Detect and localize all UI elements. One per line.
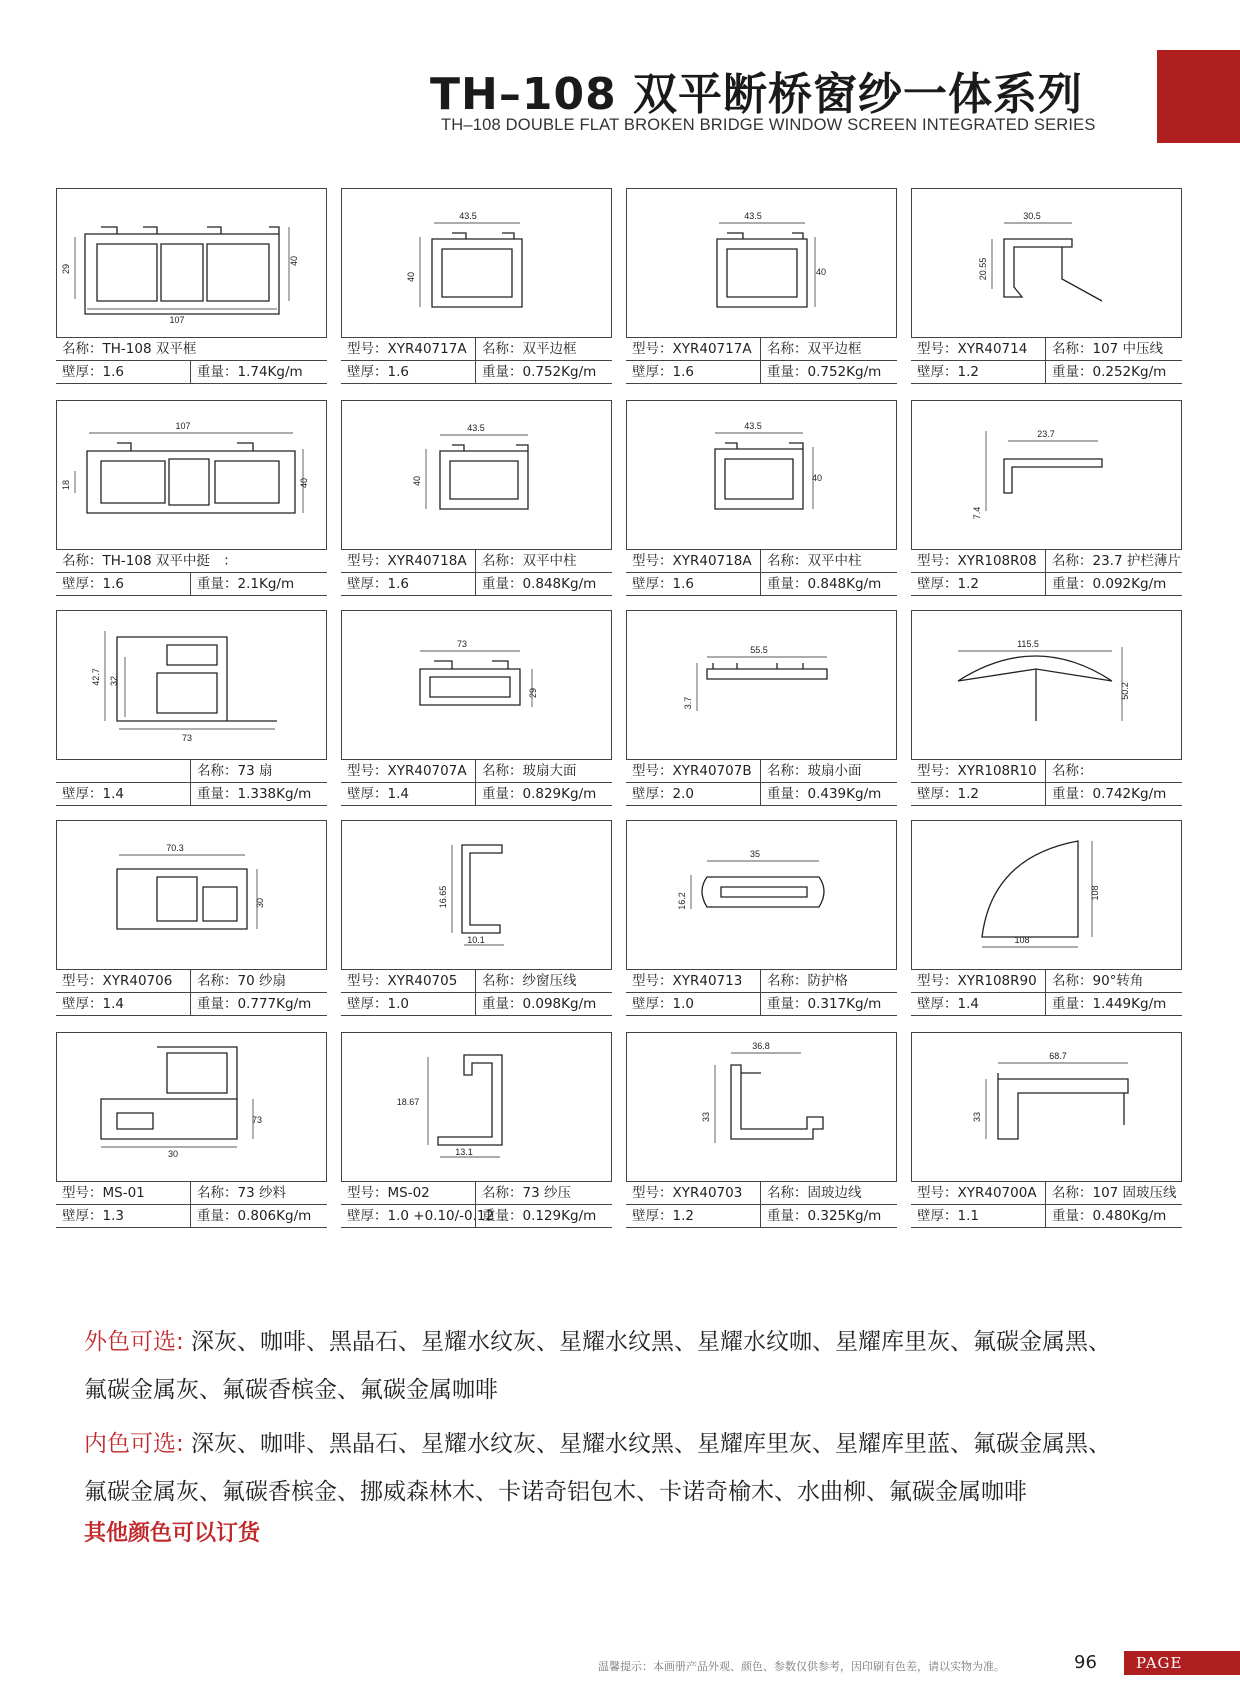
spec-row-model: [56, 760, 327, 783]
profile-section-svg: [912, 611, 1181, 759]
spec-thickness: 壁厚：1.4: [62, 786, 124, 802]
spec-row-weight: [911, 993, 1182, 1016]
inner-color-line-1: [84, 1420, 1194, 1468]
spec-row-model: [626, 550, 897, 573]
dimension-label: 55.5: [750, 645, 768, 655]
spec-thickness: 壁厚：1.0: [632, 996, 694, 1012]
profile-spec-table: [911, 338, 1182, 384]
spec-name: 名称：双平中柱: [760, 550, 897, 572]
spec-row-weight: [626, 361, 897, 384]
spec-weight: 重量：0.777Kg/m: [190, 993, 327, 1015]
dimension-label: 36.8: [752, 1041, 770, 1051]
spec-row-weight: [626, 993, 897, 1016]
spec-name: 名称：70 纱扇: [190, 970, 327, 992]
dimension-label: 108: [1014, 935, 1030, 945]
spec-name: 名称：双平边框: [760, 338, 897, 360]
profile-drawing: [911, 400, 1182, 550]
spec-model: 名称：TH-108 双平框: [62, 341, 197, 357]
profile-card: [626, 820, 897, 1017]
profile-spec-table: [56, 550, 327, 596]
dimension-label: 43.5: [459, 211, 477, 221]
spec-thickness: 壁厚：1.6: [347, 576, 409, 592]
dimension-label: 50.2: [1120, 682, 1130, 700]
inner-color-values-1: 深灰、咖啡、黑晶石、星耀水纹灰、星耀水纹黑、星耀库里灰、星耀库里蓝、氟碳金属黑、: [183, 1431, 1112, 1457]
profile-drawing: [626, 188, 897, 338]
spec-name: 名称：双平中柱: [475, 550, 612, 572]
spec-model: 型号：XYR40703: [632, 1185, 743, 1201]
profile-spec-table: [341, 1182, 612, 1228]
spec-row-model: [341, 760, 612, 783]
dimension-label: 73: [181, 733, 193, 743]
dimension-label: 40: [289, 255, 299, 267]
dimension-label: 68.7: [1049, 1051, 1067, 1061]
profile-drawing: [911, 610, 1182, 760]
spec-model: 型号：XYR108R08: [917, 553, 1037, 569]
spec-name: [190, 338, 327, 360]
spec-name: 名称：: [1045, 760, 1182, 782]
dimension-label: 43.5: [467, 423, 485, 433]
spec-thickness: 壁厚：1.6: [347, 364, 409, 380]
spec-row-model: [341, 1182, 612, 1205]
spec-model: 型号：XYR40705: [347, 973, 458, 989]
spec-name: 名称：90°转角: [1045, 970, 1182, 992]
profile-drawing: [56, 1032, 327, 1182]
dimension-label: 108: [1090, 885, 1100, 901]
profile-drawing: [911, 820, 1182, 970]
spec-model: 型号：XYR40718A: [632, 553, 752, 569]
dimension-label: 40: [406, 271, 416, 283]
spec-name: 名称：107 固玻压线: [1045, 1182, 1182, 1204]
footer-note: 温馨提示：本画册产品外观、颜色、参数仅供参考，因印刷有色差，请以实物为准。: [598, 1660, 1005, 1673]
spec-row-weight: [341, 1205, 612, 1228]
spec-row-model: [626, 338, 897, 361]
dimension-label: 35: [749, 849, 761, 859]
spec-row-weight: [341, 361, 612, 384]
spec-name: 名称：107 中压线: [1045, 338, 1182, 360]
profile-section-svg: [57, 189, 326, 337]
spec-name: 名称：固玻边线: [760, 1182, 897, 1204]
spec-thickness: 壁厚：1.6: [632, 576, 694, 592]
spec-weight: 重量：2.1Kg/m: [190, 573, 327, 595]
spec-model: [56, 760, 190, 782]
spec-model: 型号：XYR108R10: [917, 763, 1037, 779]
profile-drawing: [341, 188, 612, 338]
profile-drawing: [911, 1032, 1182, 1182]
profile-card: [626, 400, 897, 597]
profile-spec-table: [56, 338, 327, 384]
profile-card: [626, 610, 897, 807]
dimension-label: 29: [61, 263, 71, 275]
spec-model: 名称：TH-108 双平中挺 ：: [62, 553, 237, 569]
dimension-label: 107: [169, 315, 185, 325]
profile-section-svg: [627, 611, 896, 759]
spec-model: 型号：XYR108R90: [917, 973, 1037, 989]
spec-name: 名称：玻扇大面: [475, 760, 612, 782]
profile-card: [341, 610, 612, 807]
spec-thickness: 壁厚：1.4: [347, 786, 409, 802]
spec-weight: 重量：1.338Kg/m: [190, 783, 327, 805]
profile-card: [911, 820, 1182, 1017]
spec-thickness: 壁厚：1.6: [62, 576, 124, 592]
spec-thickness: 壁厚：1.2: [917, 576, 979, 592]
spec-thickness: 壁厚：2.0: [632, 786, 694, 802]
profile-spec-table: [911, 760, 1182, 806]
dimension-label: 18: [61, 479, 71, 491]
spec-row-weight: [56, 783, 327, 806]
spec-row-model: [56, 1182, 327, 1205]
profile-section-svg: [342, 189, 611, 337]
profile-section-svg: [912, 189, 1181, 337]
profile-spec-table: [341, 760, 612, 806]
spec-thickness: 壁厚：1.1: [917, 1208, 979, 1224]
profile-drawing: [626, 400, 897, 550]
dimension-label: 30: [167, 1149, 179, 1159]
spec-weight: 重量：0.752Kg/m: [475, 361, 612, 383]
profile-section-svg: [57, 611, 326, 759]
spec-name: 名称：玻扇小面: [760, 760, 897, 782]
spec-thickness: 壁厚：1.3: [62, 1208, 124, 1224]
dimension-label: 7.4: [972, 506, 982, 520]
spec-row-weight: [911, 1205, 1182, 1228]
spec-row-weight: [626, 573, 897, 596]
spec-name: 名称：纱窗压线: [475, 970, 612, 992]
spec-row-model: [626, 1182, 897, 1205]
dimension-label: 23.7: [1037, 429, 1055, 439]
dimension-label: 30: [255, 897, 265, 909]
spec-weight: 重量：0.848Kg/m: [475, 573, 612, 595]
outer-color-values-1: 深灰、咖啡、黑晶石、星耀水纹灰、星耀水纹黑、星耀水纹咖、星耀库里灰、氟碳金属黑、: [183, 1329, 1112, 1355]
page-tab: PAGE: [1124, 1651, 1240, 1675]
spec-weight: 重量：0.129Kg/m: [475, 1205, 612, 1227]
profile-card: [341, 1032, 612, 1229]
profile-spec-table: [626, 970, 897, 1016]
spec-row-weight: [911, 361, 1182, 384]
spec-row-model: [911, 970, 1182, 993]
dimension-label: 16.2: [677, 892, 687, 910]
spec-weight: 重量：1.74Kg/m: [190, 361, 327, 383]
dimension-label: 40: [815, 267, 827, 277]
dimension-label: 107: [175, 421, 191, 431]
spec-model: 型号：XYR40717A: [347, 341, 467, 357]
spec-row-model: [626, 970, 897, 993]
spec-row-weight: [911, 573, 1182, 596]
dimension-label: 70.3: [166, 843, 184, 853]
inner-color-values-2: 氟碳金属灰、氟碳香槟金、挪威森林木、卡诺奇铝包木、卡诺奇榆木、水曲柳、氟碳金属咖啡: [84, 1479, 1027, 1505]
profile-section-svg: [57, 821, 326, 969]
dimension-label: 30.5: [1023, 211, 1041, 221]
profile-card: [56, 610, 327, 807]
spec-thickness: 壁厚：1.2: [917, 364, 979, 380]
spec-row-weight: [56, 993, 327, 1016]
brand-color-block: [1157, 50, 1240, 143]
spec-weight: 重量：0.742Kg/m: [1045, 783, 1182, 805]
dimension-label: 29: [528, 687, 538, 699]
profile-drawing: [341, 1032, 612, 1182]
order-note: 其他颜色可以订货: [84, 1521, 261, 1546]
profile-section-svg: [342, 401, 611, 549]
spec-weight: 重量：1.449Kg/m: [1045, 993, 1182, 1015]
dimension-label: 3.7: [683, 696, 693, 710]
spec-weight: 重量：0.098Kg/m: [475, 993, 612, 1015]
profile-card: [341, 820, 612, 1017]
spec-weight: 重量：0.848Kg/m: [760, 573, 897, 595]
spec-row-weight: [56, 361, 327, 384]
profile-section-svg: [627, 821, 896, 969]
inner-color-label: 内色可选:: [84, 1431, 184, 1457]
spec-weight: 重量：0.806Kg/m: [190, 1205, 327, 1227]
profile-card: [341, 400, 612, 597]
dimension-label: 40: [412, 475, 422, 487]
spec-weight: 重量：0.480Kg/m: [1045, 1205, 1182, 1227]
spec-row-model: [341, 970, 612, 993]
profile-spec-table: [56, 760, 327, 806]
profile-drawing: [626, 610, 897, 760]
profile-card: [911, 400, 1182, 597]
profile-card: [56, 820, 327, 1017]
spec-weight: 重量：0.092Kg/m: [1045, 573, 1182, 595]
spec-row-model: [56, 550, 327, 573]
spec-thickness: 壁厚：1.0: [347, 996, 409, 1012]
spec-row-model: [56, 970, 327, 993]
spec-row-model: [911, 1182, 1182, 1205]
spec-row-weight: [341, 573, 612, 596]
profile-card: [626, 1032, 897, 1229]
profile-section-svg: [627, 401, 896, 549]
profile-drawing: [626, 820, 897, 970]
profile-card: [626, 188, 897, 385]
spec-name: 名称：23.7 护栏薄片: [1045, 550, 1182, 572]
spec-thickness: 壁厚：1.0 +0.10/-0.12: [347, 1208, 495, 1224]
spec-row-weight: [626, 783, 897, 806]
spec-name: 名称：双平边框: [475, 338, 612, 360]
dimension-label: 43.5: [744, 211, 762, 221]
dimension-label: 40: [811, 473, 823, 483]
profile-card: [56, 400, 327, 597]
profile-spec-table: [911, 1182, 1182, 1228]
spec-model: 型号：MS-02: [347, 1185, 430, 1201]
profile-drawing: [341, 400, 612, 550]
page-title: TH–108 双平断桥窗纱一体系列: [430, 69, 1084, 120]
profile-drawing: [341, 610, 612, 760]
spec-model: 型号：XYR40707B: [632, 763, 752, 779]
spec-row-model: [341, 338, 612, 361]
spec-model: 型号：XYR40718A: [347, 553, 467, 569]
profile-section-svg: [342, 611, 611, 759]
profile-section-svg: [57, 401, 326, 549]
spec-thickness: 壁厚：1.6: [632, 364, 694, 380]
profile-spec-table: [626, 338, 897, 384]
outer-color-values-2: 氟碳金属灰、氟碳香槟金、氟碳金属咖啡: [84, 1377, 498, 1403]
profile-section-svg: [342, 821, 611, 969]
spec-thickness: 壁厚：1.2: [632, 1208, 694, 1224]
profile-drawing: [56, 820, 327, 970]
spec-thickness: 壁厚：1.6: [62, 364, 124, 380]
profile-section-svg: [57, 1033, 326, 1181]
profile-spec-table: [341, 550, 612, 596]
spec-row-weight: [626, 1205, 897, 1228]
spec-weight: 重量：0.317Kg/m: [760, 993, 897, 1015]
dimension-label: 115.5: [1017, 639, 1039, 649]
profile-spec-table: [56, 1182, 327, 1228]
profile-section-svg: [627, 1033, 896, 1181]
spec-model: 型号：XYR40713: [632, 973, 743, 989]
profile-spec-table: [56, 970, 327, 1016]
spec-row-model: [911, 550, 1182, 573]
spec-thickness: 壁厚：1.4: [917, 996, 979, 1012]
spec-weight: 重量：0.325Kg/m: [760, 1205, 897, 1227]
spec-model: 型号：XYR40706: [62, 973, 173, 989]
profile-drawing: [341, 820, 612, 970]
outer-color-label: 外色可选:: [84, 1329, 184, 1355]
dimension-label: 73: [251, 1115, 263, 1125]
profile-drawing: [911, 188, 1182, 338]
outer-color-line-1: [84, 1318, 1194, 1366]
profile-card: [341, 188, 612, 385]
spec-thickness: 壁厚：1.2: [917, 786, 979, 802]
spec-model: 型号：MS-01: [62, 1185, 145, 1201]
spec-name: [190, 550, 327, 572]
profile-card: [911, 188, 1182, 385]
dimension-label: 32: [109, 675, 119, 687]
profile-spec-table: [626, 550, 897, 596]
spec-row-weight: [56, 1205, 327, 1228]
profile-spec-table: [626, 1182, 897, 1228]
profile-section-svg: [342, 1033, 611, 1181]
profile-spec-table: [911, 970, 1182, 1016]
spec-row-weight: [911, 783, 1182, 806]
spec-name: 名称：73 纱压: [475, 1182, 612, 1204]
profile-drawing: [56, 610, 327, 760]
spec-weight: 重量：0.439Kg/m: [760, 783, 897, 805]
profile-drawing: [56, 188, 327, 338]
spec-weight: 重量：0.252Kg/m: [1045, 361, 1182, 383]
spec-row-weight: [341, 783, 612, 806]
profile-card: [911, 610, 1182, 807]
spec-model: 型号：XYR40700A: [917, 1185, 1037, 1201]
spec-model: 型号：XYR40707A: [347, 763, 467, 779]
spec-weight: 重量：0.752Kg/m: [760, 361, 897, 383]
dimension-label: 73: [456, 639, 468, 649]
spec-row-weight: [56, 573, 327, 596]
spec-row-model: [911, 338, 1182, 361]
dimension-label: 20.55: [978, 257, 988, 281]
dimension-label: 18.67: [396, 1097, 420, 1107]
profile-spec-table: [626, 760, 897, 806]
spec-row-model: [56, 338, 327, 361]
page-subtitle: TH–108 DOUBLE FLAT BROKEN BRIDGE WINDOW SCREEN INTEGRATED SERIES: [441, 116, 1096, 134]
profile-card: [911, 1032, 1182, 1229]
dimension-label: 16.65: [438, 885, 448, 909]
dimension-label: 42.7: [91, 668, 101, 686]
dimension-label: 10.1: [467, 935, 485, 945]
spec-name: 名称：73 扇: [190, 760, 327, 782]
profile-section-svg: [912, 821, 1181, 969]
page-number: 96: [1074, 1652, 1097, 1673]
dimension-label: 33: [701, 1111, 711, 1123]
profile-spec-table: [911, 550, 1182, 596]
spec-name: 名称：防护格: [760, 970, 897, 992]
spec-weight: 重量：0.829Kg/m: [475, 783, 612, 805]
profile-spec-table: [341, 338, 612, 384]
spec-row-model: [911, 760, 1182, 783]
spec-row-model: [341, 550, 612, 573]
profile-section-svg: [627, 189, 896, 337]
dimension-label: 33: [972, 1111, 982, 1123]
profile-section-svg: [912, 401, 1181, 549]
dimension-label: 43.5: [744, 421, 762, 431]
spec-thickness: 壁厚：1.4: [62, 996, 124, 1012]
spec-name: 名称：73 纱料: [190, 1182, 327, 1204]
color-options: [84, 1318, 1194, 1516]
profile-section-svg: [912, 1033, 1181, 1181]
spec-model: 型号：XYR40714: [917, 341, 1028, 357]
profile-drawing: [56, 400, 327, 550]
profile-spec-table: [341, 970, 612, 1016]
spec-row-model: [626, 760, 897, 783]
spec-model: 型号：XYR40717A: [632, 341, 752, 357]
dimension-label: 40: [299, 477, 309, 489]
dimension-label: 13.1: [455, 1147, 473, 1157]
profile-card: [56, 1032, 327, 1229]
profile-drawing: [626, 1032, 897, 1182]
spec-row-weight: [341, 993, 612, 1016]
profile-card: [56, 188, 327, 385]
